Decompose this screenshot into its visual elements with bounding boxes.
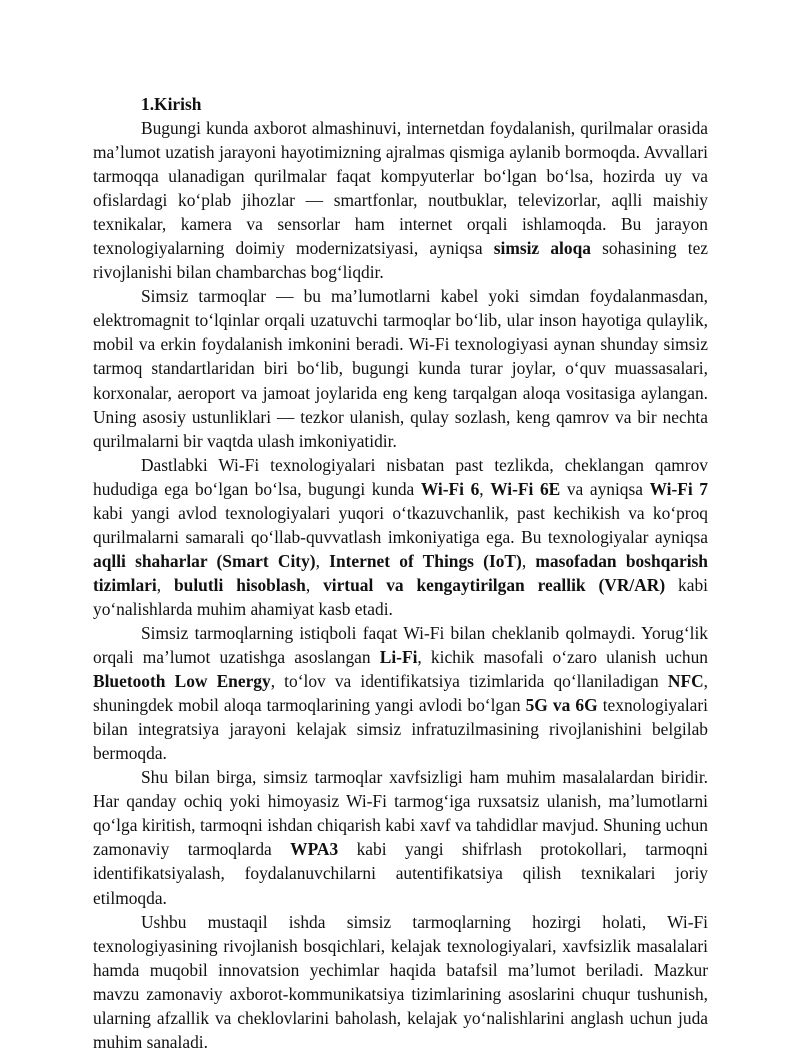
bold-term: aqlli shaharlar (Smart City) (93, 550, 316, 571)
text-run: Dastlabki Wi-Fi texnologiyalari nisbatan past tezlikda, cheklangan qamrov hududiga ega bo‘lgan bo‘lsa, bugungi kunda (93, 454, 708, 499)
bold-term: Wi-Fi 6E (490, 478, 561, 499)
bold-term: Wi-Fi 7 (649, 478, 708, 499)
paragraph-scope (93, 910, 708, 1054)
paragraph-future-technologies (93, 621, 708, 765)
text-run: , (315, 550, 330, 571)
text-run: , (156, 574, 174, 595)
paragraph-intro (93, 116, 708, 284)
text-run: Simsiz tarmoqlar — bu ma’lumotlarni kabel yoki simdan foydalanmasdan, elektromagnit to‘lqinlar orqali uzatuvchi tarmoqlar bo‘lib, ular inson hayotiga qulaylik, mobil va erkin foydalanish imkonini beradi. Wi-Fi texnologiyasi aynan shunday simsiz tarmoq standartlaridan biri bo‘lib, bugungi kunda turar joylar, o‘quv muassasalari, korxonalar, aeroport va jamoat joylarida eng keng tarqalgan aloqa vositasiga aylangan. Uning asosiy ustunliklari — tezkor ulanish, qulay sozlash, keng qamrov va bir nechta qurilmalarni bir vaqtda ulash imkoniyatidir. (93, 286, 708, 451)
bold-term: Bluetooth Low Energy (93, 671, 271, 692)
text-run: sohasining tez rivojlanishi bilan chambarchas bog‘liqdir. (93, 238, 709, 283)
text-run: , (305, 574, 324, 595)
bold-term: 5G va 6G (525, 695, 598, 716)
text-run: kabi yo‘nalishlarda muhim ahamiyat kasb etadi. (93, 574, 708, 619)
bold-term: virtual va kengaytirilgan reallik (VR/AR) (323, 574, 666, 595)
bold-term: simsiz aloqa (493, 238, 591, 259)
text-run: , (521, 550, 536, 571)
bold-term: masofadan boshqarish tizimlari (93, 550, 708, 595)
text-run: Shu bilan birga, simsiz tarmoqlar xavfsizligi ham muhim masalalardan biridir. Har qanday ochiq yoki himoyasiz Wi-Fi tarmog‘iga ruxsatsiz ulanish, ma’lumotlarni qo‘lga kiritish, tarmoqni ishdan chiqarish kabi xavf va tahdidlar mavjud. Shuning uchun zamonaviy tarmoqlarda (93, 767, 708, 860)
text-run: Ushbu mustaqil ishda simsiz tarmoqlarning hozirgi holati, Wi-Fi texnologiyasining rivojlanish bosqichlari, kelajak texnologiyalari, xavfsizlik masalalari hamda muqobil innovatsion yechimlar haqida batafsil ma’lumot beriladi. Mazkur mavzu zamonaviy axborot-kommunikatsiya tizimlarining asoslarini chuqur tushunish, ularning afzallik va cheklovlarini baholash, kelajak yo‘nalishlarini anglash uchun juda muhim sanaladi. (93, 911, 708, 1052)
text-run: kabi yangi avlod texnologiyalari yuqori o‘tkazuvchanlik, past kechikish va ko‘proq qurilmalarni samarali qo‘llab-quvvatlash imkoniyatiga ega. Bu texnologiyalar ayniqsa (93, 502, 708, 547)
bold-term: WPA3 (290, 839, 339, 860)
paragraph-wireless-networks (93, 284, 708, 452)
text-run: , (479, 478, 491, 499)
section-heading: 1.Kirish (141, 94, 202, 114)
text-run: , kichik masofali o‘zaro ulanish uchun (417, 647, 708, 668)
text-run: va ayniqsa (560, 478, 650, 499)
bold-term: Li-Fi (379, 647, 418, 668)
text-run: Simsiz tarmoqlarning istiqboli faqat Wi-Fi bilan cheklanib qolmaydi. Yorug‘lik orqali ma’lumot uzatishga asoslangan (93, 622, 708, 668)
text-run: kabi yangi shifrlash protokollari, tarmoqni identifikatsiyalash, foydalanuvchilarni autentifikatsiya qilish texnikalari joriy etilmoqda. (93, 839, 708, 908)
text-run: , to‘lov va identifikatsiya tizimlarida qo‘llaniladigan (270, 671, 668, 692)
text-run: , shuningdek mobil aloqa tarmoqlarining yangi avlodi bo‘lgan (93, 671, 708, 716)
bold-term: Wi-Fi 6 (420, 478, 480, 499)
text-run: texnologiyalari bilan integratsiya jarayoni kelajak simsiz infratuzilmasining rivojlanishini belgilab bermoqda. (93, 695, 708, 764)
text-run: Bugungi kunda axborot almashinuvi, internetdan foydalanish, qurilmalar orasida ma’lumot uzatish jarayoni hayotimizning ajralmas qismiga aylanib bormoqda. Avvallari tarmoqqa ulanadigan qurilmalar faqat kompyuterlar bo‘lgan bo‘lsa, hozirda uy va ofislardagi ko‘plab jihozlar — smartfonlar, noutbuklar, televizorlar, aqlli maishiy texnikalar, kamera va sensorlar ham internet orqali ishlamoqda. Bu jarayon texnologiyalarning doimiy modernizatsiyasi, ayniqsa (93, 118, 708, 259)
bold-term: bulutli hisoblash (174, 574, 306, 595)
bold-term: NFC (667, 671, 704, 692)
paragraph-security (93, 765, 708, 909)
bold-term: Internet of Things (IoT) (329, 550, 522, 571)
paragraph-wifi-generations (93, 453, 708, 621)
